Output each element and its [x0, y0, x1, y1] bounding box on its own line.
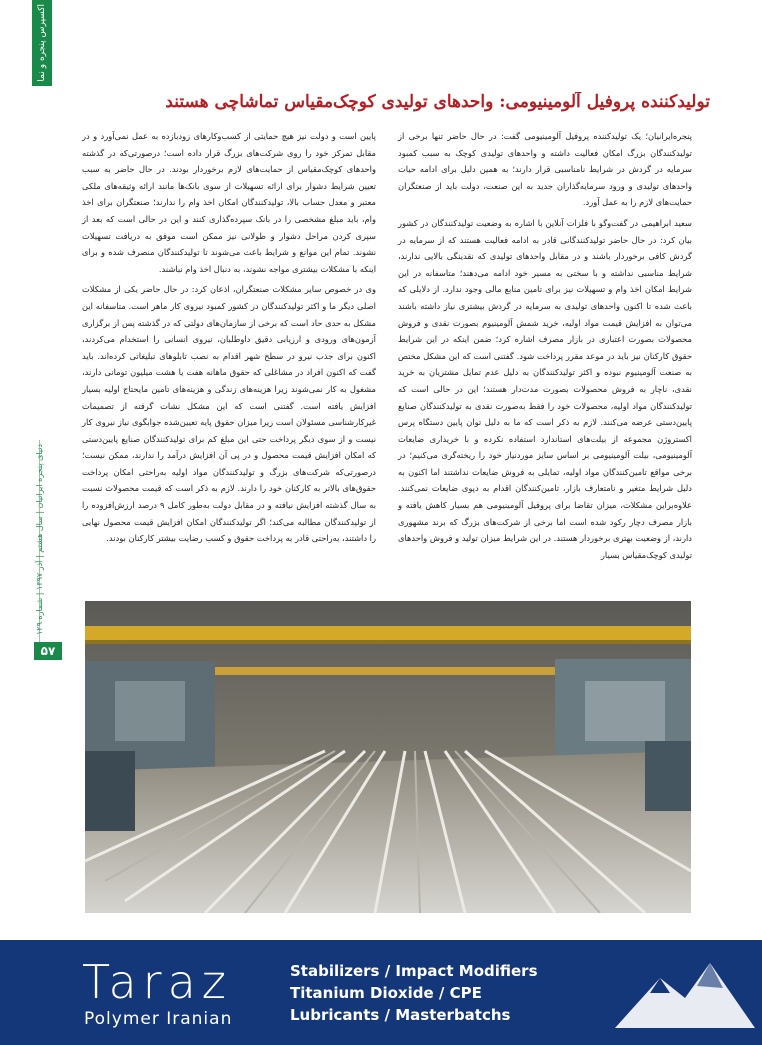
section-tab	[32, 0, 52, 86]
paragraph: پنجره‌ایرانیان؛ یک تولیدکننده پروفیل آلومینیومی گفت: در حال حاضر تنها برخی از تولیدکنندگان بزرگ امکان فعالیت داشته و واحدهای تولیدی کوچک به سبب کمبود سرمایه در گردش در شرایط نامناسبی قرار دارند؛ به همین دلیل برای ادامه حیات واحدهای تولیدی و ورود سرمایه‌گذاران جدید به این صنعت، دولت باید از صنعتگران حمایت‌های لازم را به عمل آورد.	[398, 131, 692, 208]
paragraph: پایین است و دولت نیز هیچ حمایتی از کسب‌وکارهای زودبازده به عمل نمی‌آورد و در مقابل تمرکز خود را روی شرکت‌های بزرگ قرار داده است؛ درصورتی‌که در گذشته واحدهای کوچک‌مقیاس از حمایت‌های لازم برخوردار بودند. در حال حاضر به سبب تعیین شرایط دشوار برای ارائه تسهیلات از سوی بانک‌ها مانند ارائه وثیقه‌های ملکی معتبر و معدل حساب بالا، تولیدکنندگان امکان اخذ وام را ندارند؛ صنعتگران برای اخذ وام، باید مبلغ مشخصی را در بانک سپرده‌گذاری کنند و این در حالی است که بعد از سپری کردن مراحل دشوار و طولانی نیز ممکن است موفق به دریافت تسهیلات نشوند. تمام این موانع و شرایط باعث می‌شوند تا تولیدکنندگان منصرف شده و برای اینکه با مشکلات بیشتری مواجه نشوند، به دنبال اخذ وام نباشند.	[82, 131, 376, 274]
aluminum-profile-factory-icon	[85, 601, 691, 913]
ad-banner	[0, 940, 762, 1045]
article-body	[82, 128, 692, 593]
paragraph: وی در خصوص سایر مشکلات صنعتگران، اذعان کرد: در حال حاضر یکی از مشکلات اصلی دیگر ما و اکثر تولیدکنندگان در کشور کمبود نیروی کار ماهر است. متاسفانه این مشکل به حدی حاد است که برخی از سازمان‌های دولتی که در گذشته پس از برگزاری آزمون‌های ورودی و ارزیابی دقیق داوطلبان، نیروی انسانی را استخدام می‌کردند، اکنون برای جذب نیرو در سطح شهر اقدام به نصب تابلوهای تبلیغاتی کرده‌اند. باید گفت که اکنون افراد در مشاغلی که حقوق ماهانه هفت یا هشت میلیون تومانی دارند، مشغول به کار نمی‌شوند زیرا هزینه‌های زندگی و هزینه‌های تامین مایحتاج اولیه بسیار افزایش یافته است. گفتنی است که این مشکل نشات گرفته از تصمیمات غیرکارشناسی مسئولان است زیرا میزان حقوق پایه تعیین‌شده جوابگوی نیاز نیروی کار نیست و از سوی دیگر پرداخت حتی این مبلغ کم برای تولیدکنندگان صنایع پایین‌دستی که امکان افزایش قیمت محصول و در پی آن افزایش درآمد را ندارند، ممکن نیست؛ درصورتی‌که شرکت‌های بزرگ و تولیدکنندگان مواد اولیه به‌راحتی امکان پرداخت حقوق‌های بالاتر به کارکنان خود را دارند. لازم به ذکر است که قیمت محصولات نسبت به سال گذشته افزایش نیافته و در مقابل دولت به‌طور کامل ۹ درصد ارزش‌افزوده را از تولیدکنندگان مطالبه می‌کند؛ اگر تولیدکنندگان امکان افزایش قیمت محصول نهایی را داشتند، به‌راحتی قادر به پرداخت حقوق و کسب رضایت بیشتر کارکنان بودند.	[82, 284, 377, 544]
product-line: Stabilizers / Impact Modifiers	[290, 962, 538, 980]
product-line: Titanium Dioxide / CPE	[290, 984, 482, 1002]
magazine-name: اکسپرس پنجره و نما	[37, 4, 47, 82]
product-list	[290, 960, 600, 1026]
right-column	[398, 128, 692, 567]
article-title: تولیدکننده پروفیل آلومینیومی: واحدهای تولیدی کوچک‌مقیاس تماشاچی هستند	[165, 92, 710, 112]
issue-info	[30, 440, 48, 640]
issue-line: دنیای پنجره ایرانیان | سال هشتم | آذر ۱۳۹۷ | شماره ۱۲۹	[34, 444, 44, 636]
page-number: ۵۷	[34, 642, 62, 660]
paragraph: سعید ابراهیمی در گفت‌وگو با فلزات آنلاین با اشاره به وضعیت تولیدکنندگان در کشور بیان کرد: در حال حاضر تولیدکنندگانی قادر به ادامه فعالیت هستند که از سرمایه در گردش کافی برخوردار باشند و در مقابل واحدهای تولیدی که نقدینگی بالایی ندارند، شرایط مناسبی نداشته و با سختی به مسیر خود ادامه می‌دهند؛ متاسفانه در این شرایط امکان اخذ وام و تسهیلات نیز برای تامین منابع مالی وجود ندارد. از دلایلی که باعث شده تا اکنون واحدهای تولیدی به سرمایه در گردش بیشتری نیاز داشته باشند می‌توان به افزایش قیمت مواد اولیه، خرید شمش آلومینیوم بصورت نقدی و فروش محصولات بصورت اعتباری در بازار مصرف اشاره کرد؛ ضمن اینکه در این شرایط حقوق کارکنان نیز باید در موعد مقرر پرداخت شود. گفتنی است که این مشکل مختص به صنعت آلومینیوم نبوده و اکثر تولیدکنندگان به دلیل عدم تمایل مشتریان به خرید نقدی، ناچار به فروش محصولات بصورت مدت‌دار هستند؛ این در حالی است که تولیدکنندگان مواد اولیه، محصولات خود را فقط به‌صورت نقدی به تولیدکنندگان صنایع پایین‌دستی عرضه می‌کنند. لازم به ذکر است که ما به دلیل توان پایین دستگاه پرس اکستروژن مجموعه از بیلت‌های استاندارد استفاده نکرده و با خریداری ضایعات آلومینیومی، بیلت آلومینیومی بر اساس سایز موردنیاز خود را ریخته‌گری می‌کنیم؛ در برخی مواقع تامین‌کنندگان مواد اولیه، تمایلی به فروش ضایعات نداشتند اما اکنون به دلیل شرایط متغیر و نامتعارف بازار، تامین‌کنندگان اقدام به دپوی ضایعات نمی‌کنند. علاوه‌براین مشکلات، میزان تقاضا برای پروفیل آلومینیومی هم بسیار کاهش یافته و بازار مصرف دچار رکود شده است اما برخی از شرکت‌های بزرگ که برند مشهوری دارند، از وضعیت بهتری برخوردار هستند. در این شرایط میزان تولید و فروش واحدهای تولیدی کوچک‌مقیاس بسیار	[398, 217, 692, 560]
brand-name: Taraz	[82, 955, 232, 1009]
sidebar	[0, 0, 64, 940]
mountain-icon	[615, 958, 755, 1028]
factory-photo	[85, 601, 691, 913]
product-line: Lubricants / Masterbatchs	[290, 1006, 511, 1024]
brand-subtitle: Polymer Iranian	[84, 1009, 233, 1029]
taraz-logo	[82, 953, 282, 1033]
left-column	[82, 128, 376, 551]
